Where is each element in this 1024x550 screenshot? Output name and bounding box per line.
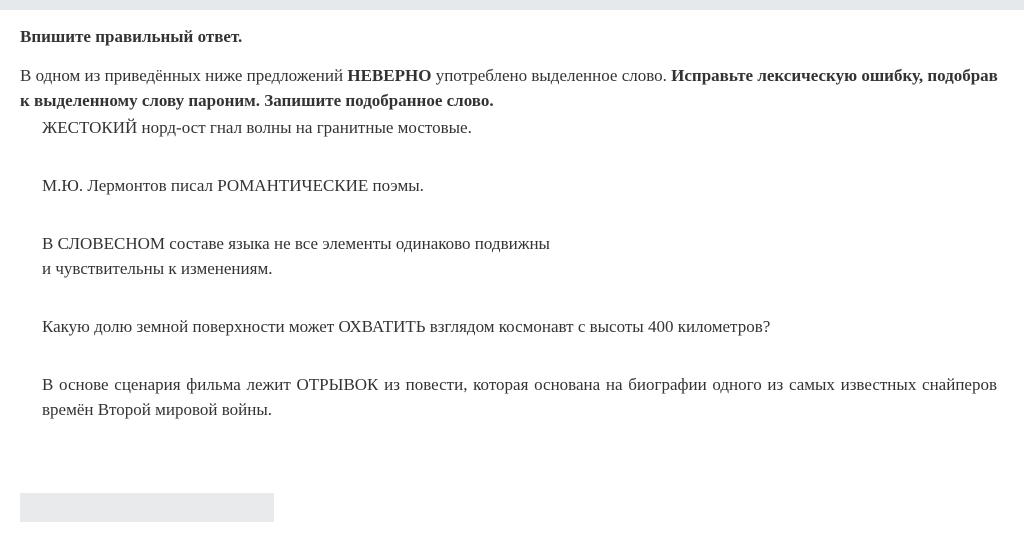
- task-emphasis: НЕВЕРНО: [347, 66, 432, 85]
- sentence-line: В основе сценария фильма лежит ОТРЫВОК из повести, которая основана на биографии одного из самых известных снайперов времён Второй мировой войны.: [42, 375, 997, 419]
- sentence-list: [42, 115, 997, 422]
- top-bar: [0, 0, 1024, 10]
- sentence-1: [42, 115, 997, 140]
- question-content: [20, 26, 1002, 455]
- answer-input[interactable]: [20, 493, 274, 522]
- task-text: [20, 63, 1002, 113]
- sentence-2: [42, 173, 997, 198]
- task-text-part2: употреблено выделенное слово.: [431, 66, 672, 85]
- sentence-line: и чувствительны к изменениям.: [42, 259, 273, 278]
- instruction-text: Впишите правильный ответ.: [20, 27, 243, 46]
- task-text-part1: В одном из приведённых ниже предложений: [20, 66, 348, 85]
- sentence-3: [42, 231, 997, 281]
- task-bold-line2: к выделенному слову пароним. Запишите подобранное слово.: [20, 91, 494, 110]
- sentence-line: ЖЕСТОКИЙ норд-ост гнал волны на гранитные мостовые.: [42, 118, 472, 137]
- sentence-4: [42, 314, 997, 339]
- sentence-line: Какую долю земной поверхности может ОХВАТИТЬ взглядом космонавт с высоты 400 километров?: [42, 317, 771, 336]
- task-bold-line1: Исправьте лексическую ошибку, подобрав: [671, 66, 998, 85]
- sentence-line: М.Ю. Лермонтов писал РОМАНТИЧЕСКИЕ поэмы.: [42, 176, 424, 195]
- sentence-5: [42, 372, 997, 422]
- sentence-line: В СЛОВЕСНОМ составе языка не все элементы одинаково подвижны: [42, 234, 550, 253]
